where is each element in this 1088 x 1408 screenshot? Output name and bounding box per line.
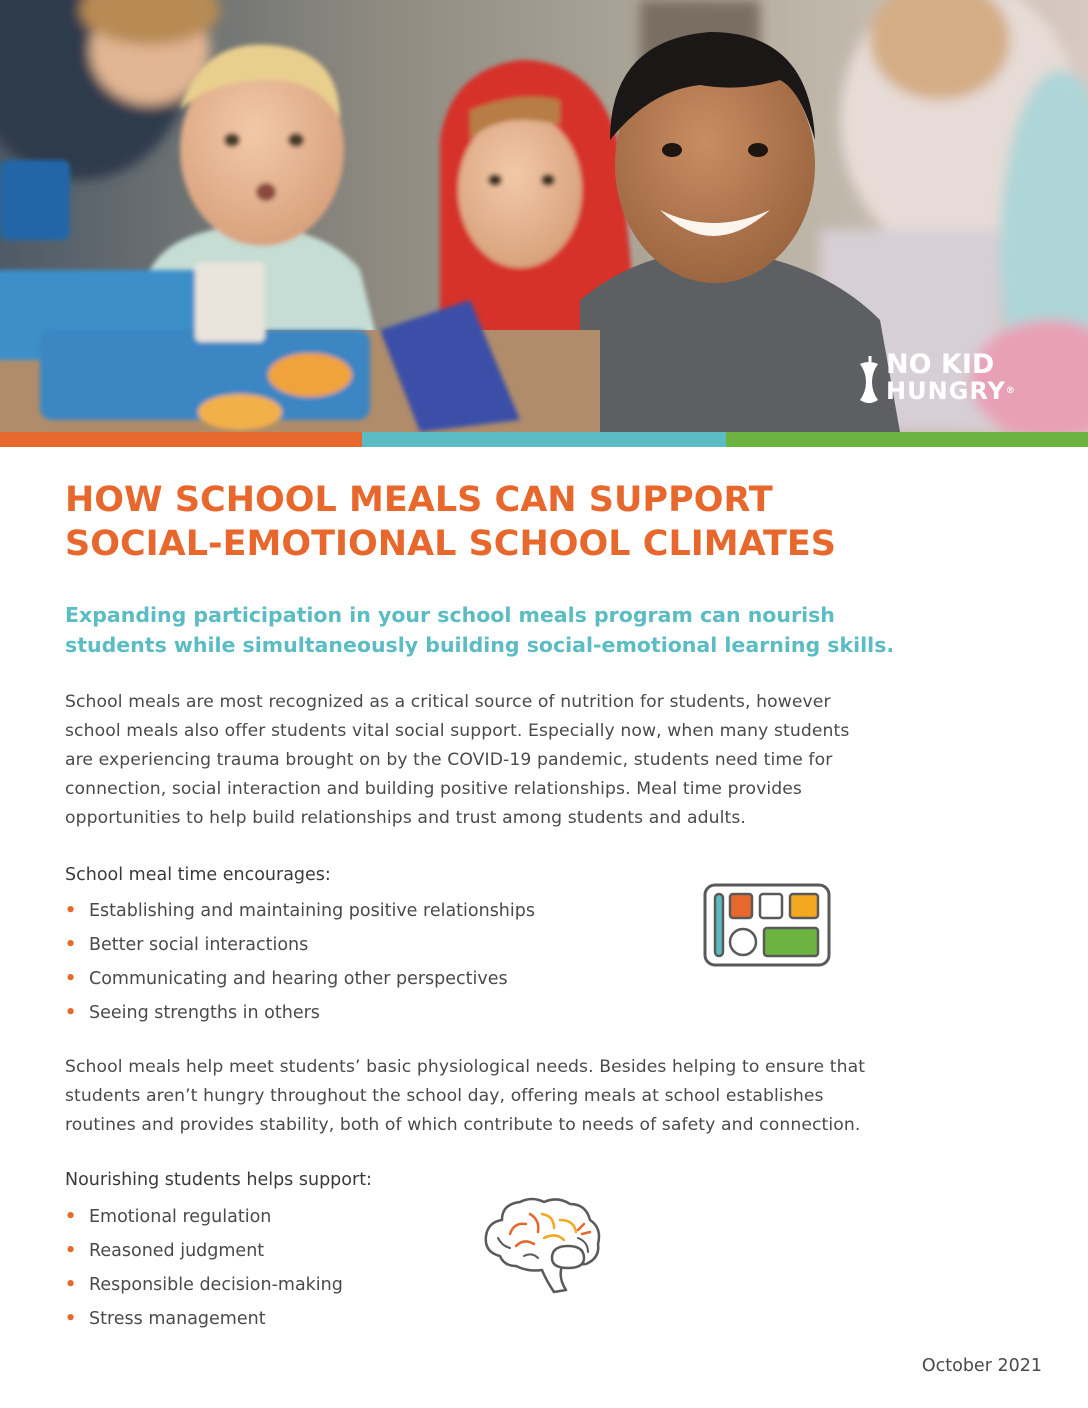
section-2-list — [65, 1204, 343, 1340]
list-item — [65, 966, 535, 1000]
list-item — [65, 1238, 343, 1272]
stripe-teal — [362, 432, 726, 447]
paragraph-line: routines and provides stability, both of which contribute to needs of safety and connection. — [65, 1115, 861, 1135]
intro-paragraph — [65, 688, 965, 833]
paragraph-line: School meals help meet students’ basic physiological needs. Besides helping to ensure that — [65, 1057, 866, 1077]
subtitle-line-1: Expanding participation in your school meals program can nourish — [65, 603, 835, 627]
paragraph-line: connection, social interaction and building positive relationships. Meal time provides — [65, 779, 802, 799]
list-item — [65, 1306, 343, 1340]
subtitle-line-2: students while simultaneously building social-emotional learning skills. — [65, 633, 895, 657]
apple-core-icon — [856, 354, 882, 410]
section-1-list — [65, 898, 535, 1034]
bullet: • — [65, 935, 77, 955]
list-item — [65, 898, 535, 932]
bullet: • — [65, 1241, 77, 1261]
list-item-text: Responsible decision-making — [89, 1275, 343, 1295]
page-title — [65, 478, 965, 566]
list-item — [65, 932, 535, 966]
brain-icon — [480, 1194, 604, 1298]
title-line-1: HOW SCHOOL MEALS CAN SUPPORT — [65, 480, 773, 520]
list-item — [65, 1272, 343, 1306]
list-item-text: Establishing and maintaining positive relationships — [89, 901, 535, 921]
publication-date: October 2021 — [921, 1356, 1042, 1376]
title-line-2: SOCIAL-EMOTIONAL SCHOOL CLIMATES — [65, 524, 836, 564]
paragraph-line: School meals are most recognized as a critical source of nutrition for students, however — [65, 692, 831, 712]
stripe-green — [726, 432, 1088, 447]
list-item-text: Better social interactions — [89, 935, 309, 955]
bullet: • — [65, 1275, 77, 1295]
bullet: • — [65, 1309, 77, 1329]
bullet: • — [65, 969, 77, 989]
list-item — [65, 1204, 343, 1238]
needs-paragraph — [65, 1053, 965, 1140]
section-1-lead: School meal time encourages: — [65, 865, 331, 885]
page-subtitle — [65, 600, 965, 660]
list-item-text: Stress management — [89, 1309, 266, 1329]
section-2-lead: Nourishing students helps support: — [65, 1170, 372, 1190]
list-item — [65, 1000, 535, 1034]
list-item-text: Seeing strengths in others — [89, 1003, 320, 1023]
logo-line-2: HUNGRY® — [886, 377, 1016, 405]
bullet: • — [65, 901, 77, 921]
list-item-text: Communicating and hearing other perspectives — [89, 969, 508, 989]
bullet: • — [65, 1003, 77, 1023]
bullet: • — [65, 1207, 77, 1227]
no-kid-hungry-logo — [856, 349, 1036, 412]
list-item-text: Emotional regulation — [89, 1207, 272, 1227]
registered-mark: ® — [1005, 386, 1016, 396]
hero-photo — [0, 0, 1088, 432]
list-item-text: Reasoned judgment — [89, 1241, 265, 1261]
logo-line-1: NO KID — [886, 349, 995, 380]
paragraph-line: are experiencing trauma brought on by the COVID-19 pandemic, students need time for — [65, 750, 833, 770]
paragraph-line: students aren’t hungry throughout the school day, offering meals at school establishes — [65, 1086, 824, 1106]
paragraph-line: school meals also offer students vital social support. Especially now, when many students — [65, 721, 850, 741]
lunch-tray-icon — [702, 882, 832, 968]
paragraph-line: opportunities to help build relationships and trust among students and adults. — [65, 808, 746, 828]
stripe-orange — [0, 432, 362, 447]
